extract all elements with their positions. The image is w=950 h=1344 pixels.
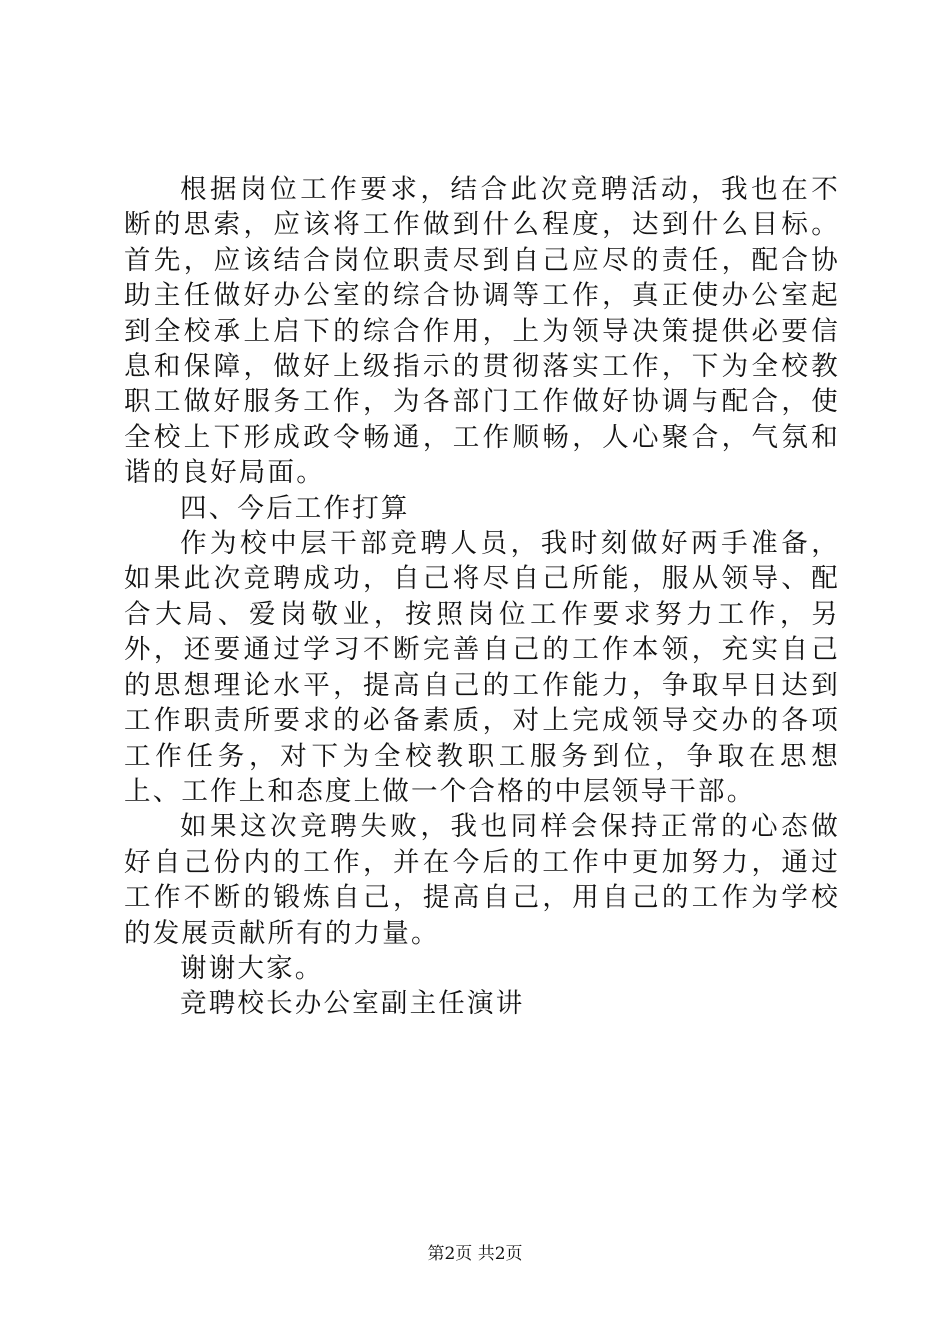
paragraph-if-successful: 作为校中层干部竞聘人员，我时刻做好两手准备，如果此次竞聘成功，自己将尽自己所能，服从领导、配合大局、爱岗敬业，按照岗位工作要求努力工作，另外，还要通过学习不断完善自己的工作本领，充实自己的思想理论水平，提高自己的工作能力，争取早日达到工作职责所要求的必备素质，对上完成领导交办的各项工作任务，对下为全校教职工服务到位，争取在思想上、工作上和态度上做一个合格的中层领导干部。 xyxy=(124,528,840,807)
page-number-footer: 第2页 共2页 xyxy=(427,1244,523,1264)
paragraph-if-failed: 如果这次竞聘失败，我也同样会保持正常的心态做好自己份内的工作，并在今后的工作中更加努力，通过工作不断的锻炼自己，提高自己，用自己的工作为学校的发展贡献所有的力量。 xyxy=(124,811,840,949)
paragraph-job-goals: 根据岗位工作要求，结合此次竞聘活动，我也在不断的思索，应该将工作做到什么程度，达到什么目标。首先，应该结合岗位职责尽到自己应尽的责任，配合协助主任做好办公室的综合协调等工作，真正使办公室起到全校承上启下的综合作用，上为领导决策提供必要信息和保障，做好上级指示的贯彻落实工作，下为全校教职工做好服务工作，为各部门工作做好协调与配合，使全校上下形成政令畅通，工作顺畅，人心聚合，气氛和谐的良好局面。 xyxy=(124,174,840,489)
document-body xyxy=(124,172,840,1022)
section-heading-future-plan: 四、今后工作打算 xyxy=(180,492,410,524)
paragraph-speech-title: 竞聘校长办公室副主任演讲 xyxy=(180,988,525,1020)
paragraph-thanks: 谢谢大家。 xyxy=(180,952,324,984)
